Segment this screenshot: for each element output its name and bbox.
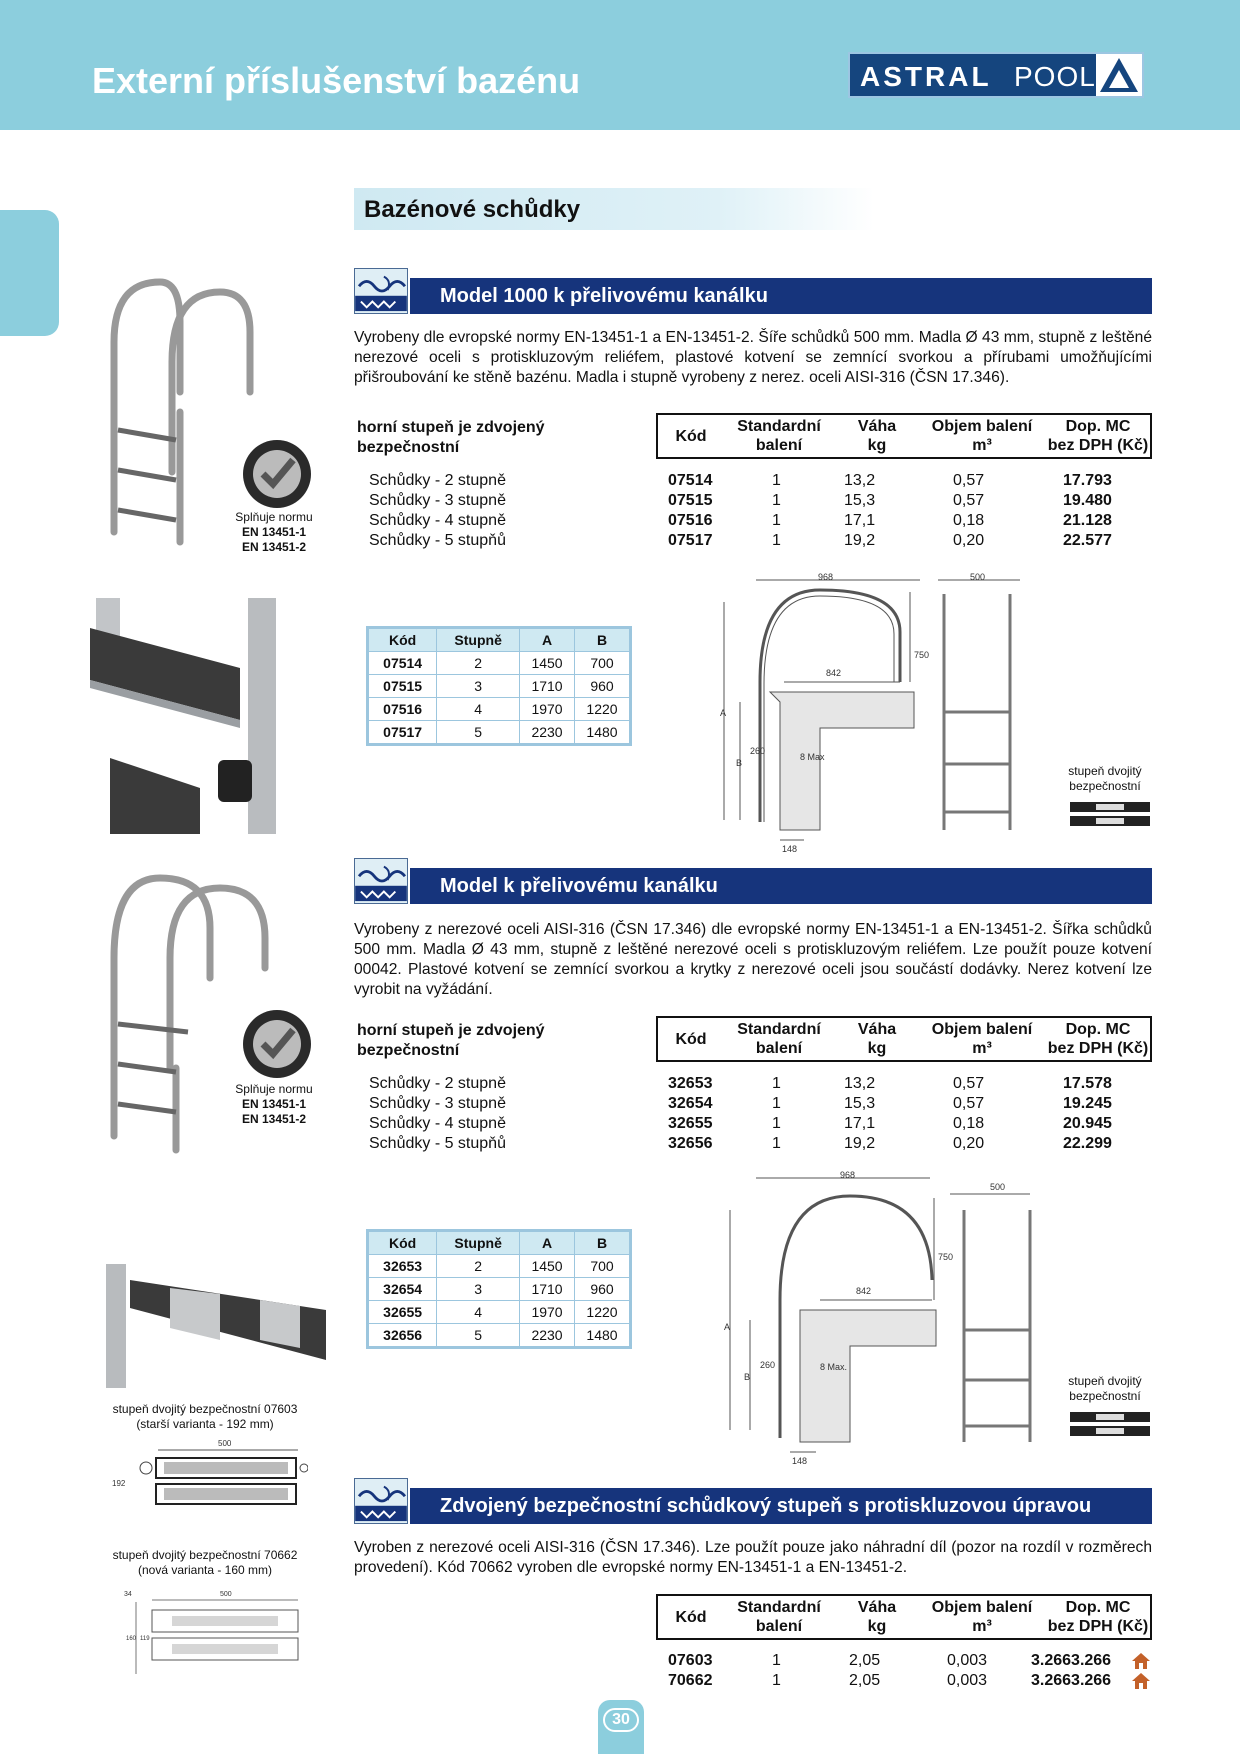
dims-header-cell: A <box>520 1232 575 1255</box>
cell-code: 07515 <box>668 492 713 509</box>
dim-968: 968 <box>818 572 834 582</box>
dims-header-cell: Stupně <box>437 1232 520 1255</box>
dim-148: 148 <box>782 844 798 854</box>
dim-34: 34 <box>124 1591 132 1598</box>
cell-name: Schůdky - 4 stupně <box>369 512 506 529</box>
cell-price: 22.577 <box>1063 532 1112 549</box>
dims-cell: 1970 <box>520 698 575 721</box>
cell-price: 3.2663.266 <box>1031 1652 1112 1669</box>
table-row <box>357 1135 1152 1155</box>
step-description: Vyroben z nerezové oceli AISI-316 (ČSN 17.346). Lze použít pouze jako náhradní díl (pozor na rozdíl v rozměrech provedení). Kód 70662 vyroben dle evropské normy EN-13451-1 a EN-13451-2. <box>354 1539 1152 1576</box>
dims-row <box>369 698 630 721</box>
dim-750: 750 <box>938 1252 954 1262</box>
page-number: 30 <box>603 1708 639 1732</box>
dims-cell: 07517 <box>369 721 437 744</box>
cell-name: Schůdky - 4 stupně <box>369 1115 506 1132</box>
dims-cell: 2 <box>437 652 520 675</box>
dim-968: 968 <box>840 1170 856 1180</box>
cell-code: 32655 <box>668 1115 713 1132</box>
old-step-drawing <box>108 1438 308 1514</box>
model1-title: Model 1000 k přelivovému kanálku <box>410 278 1152 314</box>
dims-row <box>369 1324 630 1347</box>
cell-name: Schůdky - 2 stupně <box>369 1075 506 1092</box>
cell-name: Schůdky - 2 stupně <box>369 472 506 489</box>
cell-price: 3.2663.266 <box>1031 1672 1112 1689</box>
cell-volume: 0,003 <box>947 1672 988 1689</box>
cell-weight: 15,3 <box>844 1095 876 1112</box>
cell-price: 21.128 <box>1063 512 1112 529</box>
model2-table-header: Kód Standardní balení Váha kg Objem balení m³ Dop. MC bez DPH (Kč) <box>656 1016 1152 1062</box>
model1-table-header <box>656 413 1152 459</box>
label-line1: horní stupeň je zdvojený <box>357 419 545 436</box>
table-row <box>357 492 1152 512</box>
model1-step-photo <box>90 598 322 834</box>
table-row <box>357 1075 1152 1095</box>
dims-cell: 5 <box>437 721 520 744</box>
cell-price: 17.578 <box>1063 1075 1112 1092</box>
cell-weight: 15,3 <box>844 492 876 509</box>
certification-badge <box>243 440 311 508</box>
cell-code: 07516 <box>668 512 713 529</box>
dims-cell: 3 <box>437 1278 520 1301</box>
step-table-header: Kód Standardní balení Váha kg Objem balení m³ Dop. MC bez DPH (Kč) <box>656 1594 1152 1640</box>
col-code: Kód <box>675 428 707 445</box>
model1-description: Vyrobeny dle evropské normy EN-13451-1 a EN-13451-2. Šíře schůdků 500 mm. Madla Ø 43 mm, stupně z leštěné nerezové oceli s protiskluzovým reliéfem, plastové kotvení se zemnící svorkou a přírubami umožňujícími přišroubování ke stěně bazénu. Madla i stupně vyrobeny z nerez. oceli AISI-316 (ČSN 17.346). <box>354 329 1152 386</box>
table-row <box>357 1672 1152 1692</box>
side-tab <box>0 210 59 336</box>
new-step-caption: stupeň dvojitý bezpečnostní 70662 (nová varianta - 160 mm) <box>112 1548 298 1577</box>
dims-row <box>369 1301 630 1324</box>
cell-code: 32653 <box>668 1075 713 1092</box>
dim-b: B <box>744 1372 751 1382</box>
cell-volume: 0,20 <box>953 1135 985 1152</box>
page-title: Externí příslušenství bazénu <box>92 60 581 101</box>
dim-192: 192 <box>112 1479 126 1488</box>
table-row <box>357 1095 1152 1115</box>
dims-cell: 3 <box>437 675 520 698</box>
dim-750: 750 <box>914 650 930 660</box>
cell-price: 20.945 <box>1063 1115 1112 1132</box>
cell-name: Schůdky - 3 stupně <box>369 492 506 509</box>
new-step-drawing <box>112 1588 308 1678</box>
dim-a: A <box>720 708 727 718</box>
cell-weight: 13,2 <box>844 472 876 489</box>
double-step-thumb-2 <box>1070 1410 1150 1438</box>
dims-cell: 32656 <box>369 1324 437 1347</box>
dims-header-cell: Kód <box>369 629 437 652</box>
astralpool-logo <box>848 52 1144 98</box>
cell-volume: 0,57 <box>953 1075 985 1092</box>
dim-260: 260 <box>760 1360 776 1370</box>
dims-header-cell: B <box>575 629 630 652</box>
cell-code: 07514 <box>668 472 713 489</box>
table-row <box>357 472 1152 492</box>
model2-step-photo <box>100 1250 326 1388</box>
double-step-thumb-1 <box>1070 800 1150 828</box>
dim-500: 500 <box>970 572 986 582</box>
col-price: Dop. MC bez DPH (Kč) <box>1047 418 1149 454</box>
dim-500: 500 <box>990 1182 1006 1192</box>
cell-price: 19.245 <box>1063 1095 1112 1112</box>
double-step-caption-2: stupeň dvojitý bezpečnostní <box>1068 1374 1142 1403</box>
logo-text-astral: ASTRAL <box>860 61 992 92</box>
cell-weight: 2,05 <box>849 1672 881 1689</box>
dims-cell: 4 <box>437 698 520 721</box>
dims-cell: 32654 <box>369 1278 437 1301</box>
pool-overflow-icon <box>354 268 408 314</box>
model1-dims-table <box>368 628 630 744</box>
dim-8max: 8 Max <box>800 752 825 762</box>
cert-line2: EN 13451-1 <box>241 525 307 539</box>
cell-volume: 0,18 <box>953 1115 985 1132</box>
dims-cell: 07516 <box>369 698 437 721</box>
cell-pack: 1 <box>772 492 781 509</box>
cert-line3: EN 13451-2 <box>241 540 307 554</box>
dim-119: 119 <box>140 1636 150 1642</box>
table-row <box>357 1115 1152 1135</box>
model2-title-bar <box>354 868 1152 904</box>
cell-code: 32654 <box>668 1095 713 1112</box>
cell-volume: 0,20 <box>953 532 985 549</box>
house-icon <box>1131 1672 1151 1690</box>
dims-header-cell: B <box>575 1232 630 1255</box>
dims-cell: 1710 <box>520 1278 575 1301</box>
dims-cell: 960 <box>575 1278 630 1301</box>
label-line2: bezpečnostní <box>357 439 460 456</box>
dims-cell: 4 <box>437 1301 520 1324</box>
cell-pack: 1 <box>772 1115 781 1132</box>
dims-cell: 1450 <box>520 652 575 675</box>
dims-cell: 700 <box>575 1255 630 1278</box>
table-row <box>357 512 1152 532</box>
cell-name: Schůdky - 5 stupňů <box>369 532 506 549</box>
cell-weight: 19,2 <box>844 1135 876 1152</box>
cell-pack: 1 <box>772 1652 781 1669</box>
dim-148: 148 <box>792 1456 808 1466</box>
cell-volume: 0,18 <box>953 512 985 529</box>
pool-overflow-icon <box>354 858 408 904</box>
cell-code: 32656 <box>668 1135 713 1152</box>
double-step-caption-1: stupeň dvojitý bezpečnostní <box>1068 764 1142 793</box>
cell-code: 07517 <box>668 532 713 549</box>
dims-header-cell: Stupně <box>437 629 520 652</box>
model2-title: Model k přelivovému kanálku <box>410 868 1152 904</box>
dims-cell: 1220 <box>575 1301 630 1324</box>
cell-pack: 1 <box>772 1135 781 1152</box>
col-volume: Objem balení m³ <box>931 418 1033 454</box>
cell-price: 17.793 <box>1063 472 1112 489</box>
model2-row-label: horní stupeň je zdvojený bezpečnostní <box>357 1022 545 1059</box>
cell-pack: 1 <box>772 1095 781 1112</box>
model2-description: Vyrobeny z nerezové oceli AISI-316 (ČSN 17.346) dle evropské normy EN-13451-1 a EN-13451-2. Šířka schůdků 500 mm. Madla Ø 43 mm, stupně z leštěné nerezové oceli s protiskluzovým reliéfem. Lze použít pouze kotvení 00042. Plastové kotvení se zemnící svorkou a krytky z nerezové oceli jsou součástí dodávky. Nerez kotvení lze vyrobit na vyžádání. <box>354 921 1152 998</box>
table-row <box>357 532 1152 552</box>
dims-cell: 2230 <box>520 721 575 744</box>
cell-volume: 0,003 <box>947 1652 988 1669</box>
col-pack: Standardní balení <box>737 418 821 454</box>
model2-dims-table <box>368 1231 630 1347</box>
model1-title-bar <box>354 278 1152 314</box>
cell-pack: 1 <box>772 532 781 549</box>
logo-text-pool: POOL <box>1014 61 1096 92</box>
cell-volume: 0,57 <box>953 472 985 489</box>
house-icon <box>1131 1652 1151 1670</box>
dims-cell: 1450 <box>520 1255 575 1278</box>
col-weight: Váha kg <box>857 418 897 454</box>
dims-cell: 2 <box>437 1255 520 1278</box>
cell-code: 70662 <box>668 1672 713 1689</box>
step-title: Zdvojený bezpečnostní schůdkový stupeň s protiskluzovou úpravou <box>410 1488 1152 1524</box>
cell-weight: 17,1 <box>844 1115 876 1132</box>
dim-260: 260 <box>750 746 766 756</box>
cell-pack: 1 <box>772 1672 781 1689</box>
dim-500: 500 <box>220 1591 232 1598</box>
table-row <box>357 1652 1152 1672</box>
pool-overflow-icon <box>354 1478 408 1524</box>
dim-8max: 8 Max. <box>820 1362 848 1372</box>
cell-volume: 0,57 <box>953 1095 985 1112</box>
cell-price: 19.480 <box>1063 492 1112 509</box>
page-number-tab <box>598 1700 644 1754</box>
dim-500: 500 <box>218 1439 232 1448</box>
dims-header-cell: Kód <box>369 1232 437 1255</box>
dims-cell: 1220 <box>575 698 630 721</box>
dims-cell: 32653 <box>369 1255 437 1278</box>
dims-row <box>369 1278 630 1301</box>
dims-row <box>369 652 630 675</box>
dim-842: 842 <box>856 1286 872 1296</box>
dims-header-cell: A <box>520 629 575 652</box>
dims-cell: 1480 <box>575 721 630 744</box>
dims-cell: 07515 <box>369 675 437 698</box>
dims-cell: 1710 <box>520 675 575 698</box>
model1-row-label <box>357 418 545 458</box>
dims-cell: 32655 <box>369 1301 437 1324</box>
dims-row <box>369 1255 630 1278</box>
dims-cell: 2230 <box>520 1324 575 1347</box>
cert-text <box>229 510 319 555</box>
cell-weight: 19,2 <box>844 532 876 549</box>
section-title: Bazénové schůdky <box>354 188 874 230</box>
step-title-bar <box>354 1488 1152 1524</box>
old-step-caption: stupeň dvojitý bezpečnostní 07603 (starší varianta - 192 mm) <box>112 1402 298 1431</box>
cell-weight: 2,05 <box>849 1652 881 1669</box>
dims-row <box>369 721 630 744</box>
cert-line1: Splňuje normu <box>235 510 313 524</box>
cell-pack: 1 <box>772 472 781 489</box>
dims-cell: 5 <box>437 1324 520 1347</box>
dim-842: 842 <box>826 668 842 678</box>
dims-cell: 700 <box>575 652 630 675</box>
cell-weight: 13,2 <box>844 1075 876 1092</box>
dims-row <box>369 675 630 698</box>
cell-name: Schůdky - 3 stupně <box>369 1095 506 1112</box>
certification-badge <box>243 1010 311 1078</box>
dims-cell: 1970 <box>520 1301 575 1324</box>
logo-triangle-icon <box>1096 54 1142 96</box>
dims-cell: 07514 <box>369 652 437 675</box>
dims-cell: 1480 <box>575 1324 630 1347</box>
cert-text: Splňuje normu EN 13451-1 EN 13451-2 <box>235 1082 313 1126</box>
cell-name: Schůdky - 5 stupňů <box>369 1135 506 1152</box>
dim-160: 160 <box>126 1636 137 1642</box>
cell-volume: 0,57 <box>953 492 985 509</box>
dim-b: B <box>736 758 743 768</box>
dims-cell: 960 <box>575 675 630 698</box>
cell-code: 07603 <box>668 1652 713 1669</box>
cell-pack: 1 <box>772 512 781 529</box>
cell-weight: 17,1 <box>844 512 876 529</box>
cell-pack: 1 <box>772 1075 781 1092</box>
dim-a: A <box>724 1322 731 1332</box>
cell-price: 22.299 <box>1063 1135 1112 1152</box>
